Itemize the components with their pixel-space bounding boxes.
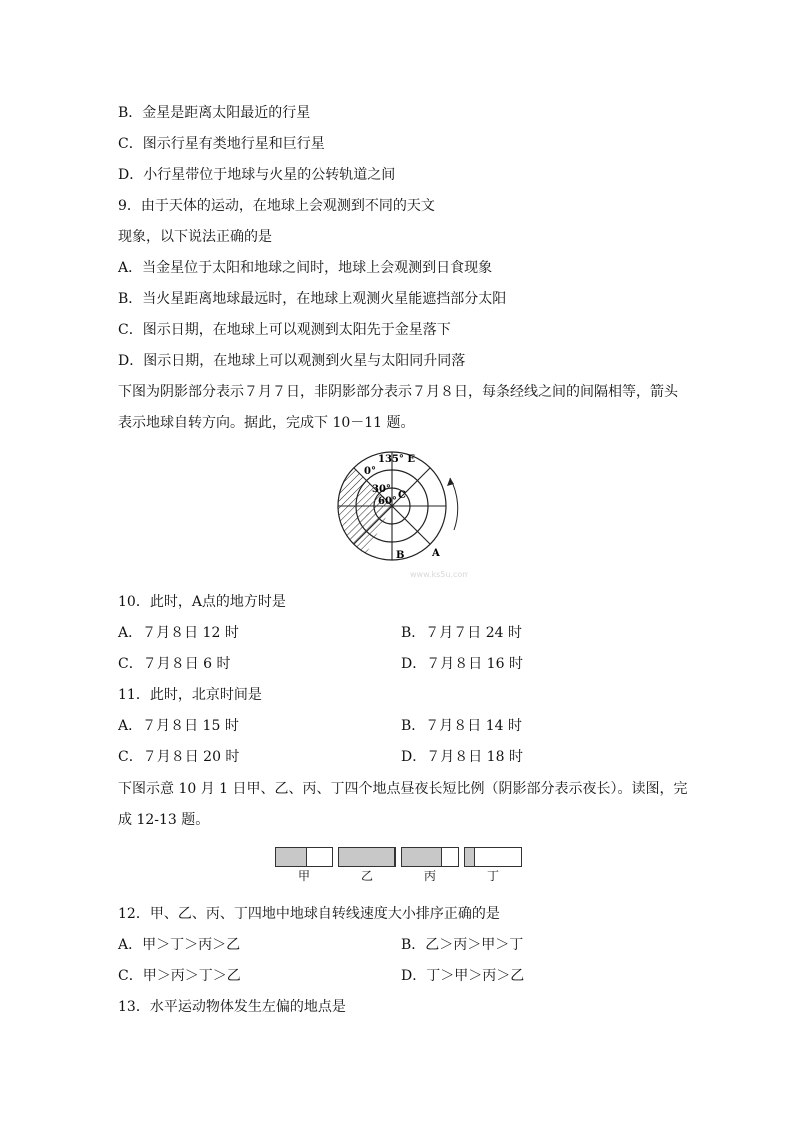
q12-option-a: A．甲＞丁＞丙＞乙 — [118, 937, 241, 953]
q11-option-d: D．７月８日 18 时 — [401, 749, 523, 765]
q12-stem: 12．甲、乙、丙、丁四地中地球自转线速度大小排序正确的是 — [118, 906, 500, 922]
day-night-bar — [464, 847, 522, 867]
lat-30-label: 30° — [372, 484, 391, 495]
q8-option-b: B．金星是距离太阳最近的行星 — [118, 105, 311, 121]
q9-option-d: D．图示日期，在地球上可以观测到火星与太阳同升同落 — [118, 353, 466, 369]
intro-10-11-line2: 表示地球自转方向。据此，完成下 10－11 题。 — [118, 415, 415, 431]
q9-stem-line2: 现象，以下说法正确的是 — [118, 229, 272, 245]
day-night-bars-figure — [270, 843, 530, 887]
q10-option-d: D．７月８日 16 时 — [401, 656, 523, 672]
q8-option-d: D．小行星带位于地球与火星的公转轨道之间 — [118, 167, 396, 183]
bar-label: 丁 — [486, 869, 499, 883]
watermark: www.ks5u.com — [410, 570, 468, 579]
q9-option-a: A．当金星位于太阳和地球之间时，地球上会观测到日食现象 — [118, 260, 493, 276]
q12-option-c: C．甲＞丙＞丁＞乙 — [118, 968, 241, 984]
q10-option-b: B．７月７日 24 时 — [401, 625, 523, 641]
q11-stem: 11．此时，北京时间是 — [118, 687, 262, 703]
q10-option-c: C．７月８日 6 时 — [118, 656, 231, 672]
bar-label: 丙 — [423, 869, 436, 883]
point-a-label: A — [432, 548, 440, 559]
day-night-bar — [275, 847, 333, 867]
lat-60-label: 60° — [378, 496, 397, 507]
polar-view-svg — [328, 448, 468, 580]
q8-option-c: C．图示行星有类地行星和巨行星 — [118, 136, 325, 152]
q9-stem-line1: 9．由于天体的运动，在地球上会观测到不同的天文 — [118, 198, 435, 214]
q9-option-b: B．当火星距离地球最远时，在地球上观测火星能遮挡部分太阳 — [118, 291, 507, 307]
rotation-arrow — [450, 478, 458, 530]
q10-option-a: A．７月８日 12 时 — [118, 625, 239, 641]
q12-option-d: D．丁＞甲＞丙＞乙 — [401, 968, 525, 984]
intro-10-11-line1: 下图为阴影部分表示７月７日，非阴影部分表示７月８日，每条经线之间的间隔相等，箭头 — [118, 384, 678, 400]
night-portion — [402, 848, 442, 866]
bar-label: 乙 — [360, 869, 373, 883]
day-night-bar — [338, 847, 396, 867]
lat-0-label: 0° — [364, 466, 376, 477]
night-portion — [339, 848, 395, 866]
lon-label: 135° E — [378, 454, 415, 465]
bar-label: 甲 — [297, 869, 310, 883]
polar-view-figure — [328, 448, 468, 584]
point-b-label: B — [396, 550, 405, 561]
intro-12-13-line1: 下图示意 10 月 1 日甲、乙、丙、丁四个地点昼夜长短比例（阴影部分表示夜长）。读图，完 — [118, 781, 688, 797]
q12-option-b: B．乙＞丙＞甲＞丁 — [401, 937, 524, 953]
day-night-bar — [401, 847, 459, 867]
q9-option-c: C．图示日期，在地球上可以观测到太阳先于金星落下 — [118, 322, 451, 338]
q10-stem: 10．此时，A点的地方时是 — [118, 594, 286, 610]
q11-option-c: C．７月８日 20 时 — [118, 749, 240, 765]
night-portion — [465, 848, 475, 866]
q11-option-b: B．７月８日 14 时 — [401, 718, 523, 734]
q11-option-a: A．７月８日 15 时 — [118, 718, 239, 734]
intro-12-13-line2: 成 12-13 题。 — [118, 812, 210, 828]
point-c-label: C — [398, 490, 406, 501]
q13-stem: 13．水平运动物体发生左偏的地点是 — [118, 999, 346, 1015]
night-portion — [276, 848, 307, 866]
